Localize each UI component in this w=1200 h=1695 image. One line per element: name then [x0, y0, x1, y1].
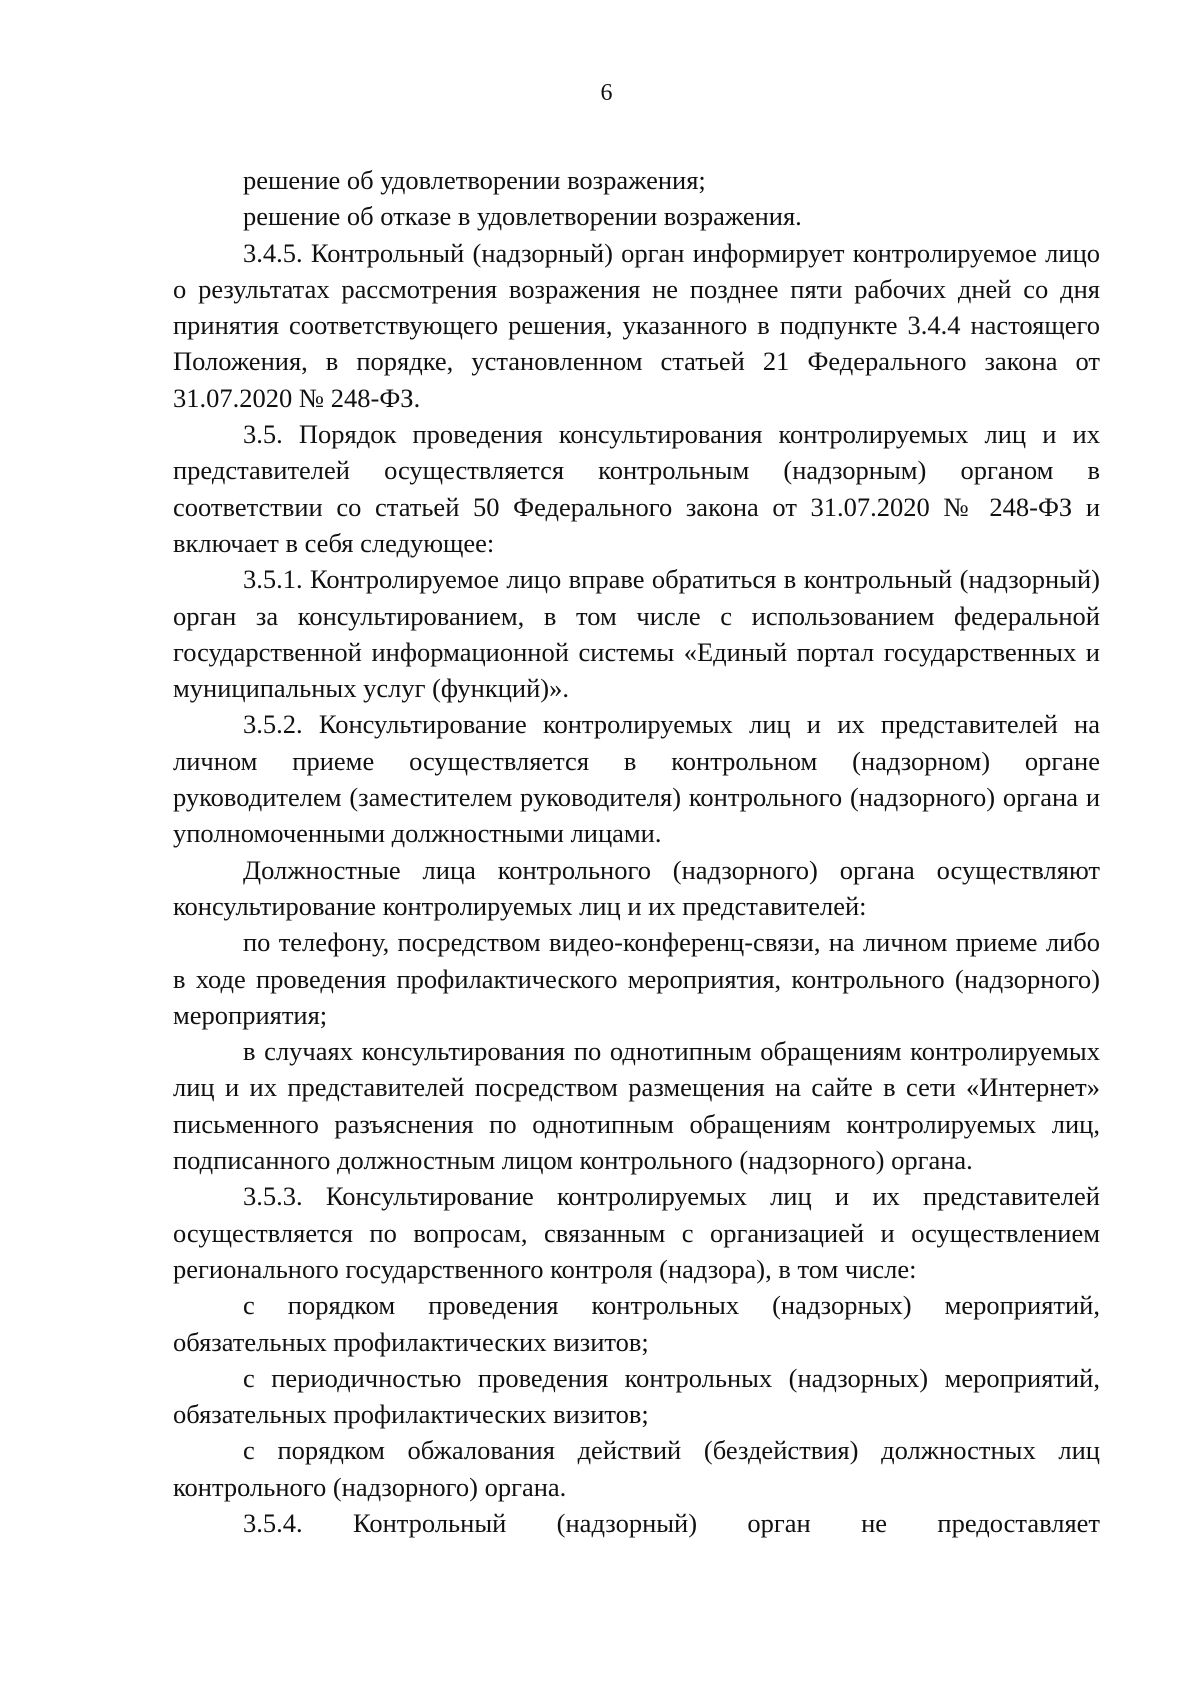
paragraph-3-4-5: 3.4.5. Контрольный (надзорный) орган информирует контролируемое лицо о результатах рассмотрения возражения не позднее пяти рабочих дней со дня принятия соответствующего решения, указанного в подпункте 3.4.4 настоящего Положения, в порядке, установленном статьей 21 Федерального закона от 31.07.2020 № 248-ФЗ. — [173, 237, 1100, 413]
paragraph-3-5-1: 3.5.1. Контролируемое лицо вправе обратиться в контрольный (надзорный) орган за консультированием, в том числе с использованием федеральной государственной информационной системы «Единый портал государственных и муниципальных услуг (функций)». — [173, 564, 1100, 704]
paragraph-objection-satisfied: решение об удовлетворении возражения; — [243, 165, 706, 195]
paragraph-objection-refused: решение об отказе в удовлетворении возражения. — [243, 201, 802, 232]
page-number: 6 — [600, 80, 613, 106]
paragraph-similar-requests: в случаях консультирования по однотипным обращениям контролируемых лиц и их представителей посредством размещения на сайте в сети «Интернет» письменного разъяснения по однотипным обращениям контролируемых лиц, подписанного должностным лицом контрольного (надзорного) органа. — [173, 1036, 1100, 1176]
paragraph-by-phone: по телефону, посредством видео-конференц-связи, на личном приеме либо в ходе проведения профилактического мероприятия, контрольного (надзорного) мероприятия; — [173, 927, 1100, 1030]
paragraph-periodicity-measures: с периодичностью проведения контрольных (надзорных) мероприятий, обязательных профилактических визитов; — [173, 1362, 1100, 1430]
paragraph-3-5-4: 3.5.4. Контрольный (надзорный) орган не предоставляет — [243, 1507, 1100, 1538]
paragraph-3-5-3: 3.5.3. Консультирование контролируемых лиц и их представителей осуществляется по вопросам, связанным с организацией и осуществлением регионального государственного контроля (надзора), в том числе: — [173, 1181, 1100, 1284]
paragraph-procedure-measures: с порядком проведения контрольных (надзорных) мероприятий, обязательных профилактических визитов; — [173, 1290, 1100, 1357]
paragraph-3-5-2: 3.5.2. Консультирование контролируемых лиц и их представителей на личном приеме осуществляется в контрольном (надзорном) органе руководителем (заместителем руководителя) контрольного (надзорного) органа и уполномоченными должностными лицами. — [173, 709, 1100, 849]
paragraph-3-5: 3.5. Порядок проведения консультирования контролируемых лиц и их представителей осуществляется контрольным (надзорным) органом в соответствии со статьей 50 Федерального закона от 31.07.2020 № 248-ФЗ и включает в себя следующее: — [173, 419, 1100, 558]
paragraph-officials-consult: Должностные лица контрольного (надзорного) органа осуществляют консультирование контролируемых лиц и их представителей: — [173, 854, 1100, 921]
paragraph-appeal-procedure: с порядком обжалования действий (бездействия) должностных лиц контрольного (надзорного) органа. — [173, 1435, 1100, 1502]
document-body — [173, 162, 1100, 1541]
